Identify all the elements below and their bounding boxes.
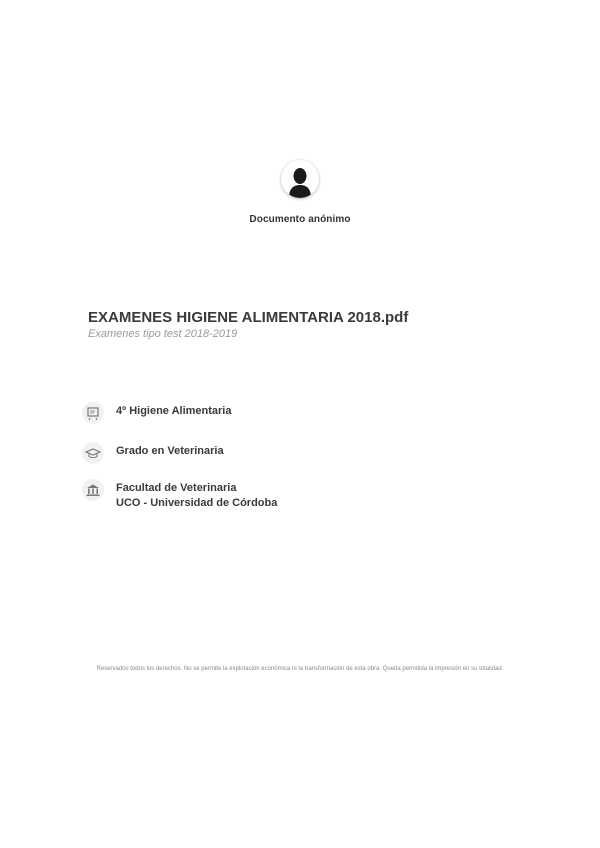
- document-subtitle: Examenes tipo test 2018-2019: [88, 328, 238, 340]
- faculty-row: [82, 479, 277, 511]
- degree-label: Grado en Veterinaria: [116, 445, 224, 457]
- course-label: 4º Higiene Alimentaria: [116, 405, 232, 417]
- blackboard-icon: [82, 402, 104, 424]
- course-row: [82, 402, 231, 424]
- document-title: EXAMENES HIGIENE ALIMENTARIA 2018.pdf: [88, 309, 409, 326]
- graduation-cap-icon: [82, 442, 104, 464]
- user-silhouette-icon: [281, 160, 319, 198]
- rights-notice: Reservados todos los derechos. No se permite la explotación económica ni la transformación de esta obra. Queda permitida la impresión en su totalidad.: [96, 666, 504, 672]
- faculty-label: Facultad de Veterinaria: [116, 482, 237, 494]
- degree-row: [82, 442, 224, 464]
- author-section: [0, 160, 600, 225]
- author-label: Documento anónimo: [249, 214, 351, 225]
- university-building-icon: [82, 479, 104, 501]
- university-label: UCO - Universidad de Córdoba: [116, 497, 278, 509]
